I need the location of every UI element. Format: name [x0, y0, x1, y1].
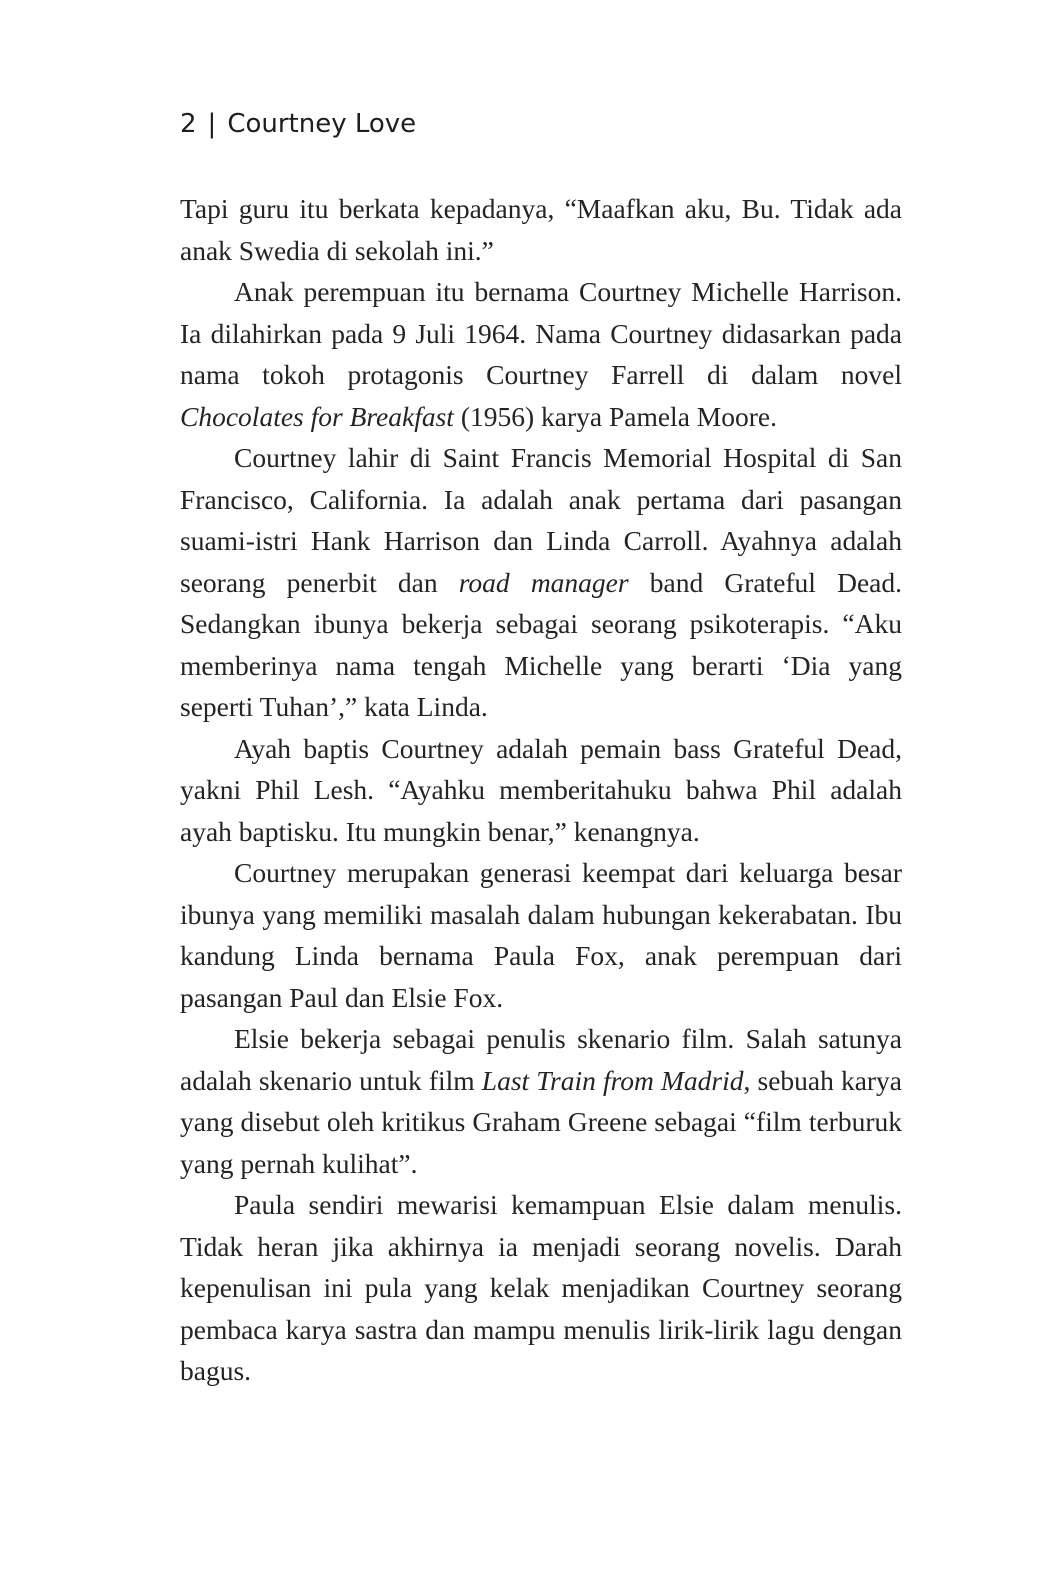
text-segment: Elsie bekerja sebagai penulis skenario film. Salah satunya adalah skenario untuk film [180, 1023, 902, 1096]
paragraph [180, 728, 902, 853]
paragraph [180, 271, 902, 437]
book-title-italic: Chocolates for Breakfast [180, 400, 454, 432]
text-segment: Courtney lahir di Saint Francis Memorial Hospital di San Francisco, California. Ia adalah anak pertama dari pasangan suami-istri Hank Harrison dan Linda Carroll. Ayahnya adalah seorang penerbit dan [180, 442, 902, 598]
italic-term: road manager [458, 566, 629, 598]
film-title-italic: Last Train from Madrid [481, 1064, 744, 1096]
body-text [180, 188, 902, 1392]
paragraph [180, 1018, 902, 1184]
text-segment: , sebuah karya yang disebut oleh kritikus Graham Greene sebagai “film terburuk yang pernah kulihat”. [180, 1064, 903, 1179]
running-header [180, 104, 416, 144]
text-segment: Courtney merupakan generasi keempat dari keluarga besar ibunya yang memiliki masalah dalam hubungan kekerabatan. Ibu kandung Linda bernama Paula Fox, anak perempuan dari pasangan Paul dan Elsie Fox. [180, 857, 902, 1013]
paragraph [180, 188, 902, 271]
header-separator: | [207, 109, 217, 139]
page-number: 2 [180, 109, 197, 139]
book-title: Courtney Love [227, 109, 417, 139]
text-segment: Paula sendiri mewarisi kemampuan Elsie dalam menulis. Tidak heran jika akhirnya ia menjadi seorang novelis. Darah kepenulisan ini pula yang kelak menjadikan Courtney seorang pembaca karya sastra dan mampu menulis lirik-lirik lagu dengan bagus. [180, 1189, 902, 1386]
text-segment: Anak perempuan itu bernama Courtney Michelle Harrison. Ia dilahirkan pada 9 Juli 1964. Nama Courtney didasarkan pada nama tokoh protagonis Courtney Farrell di dalam novel [180, 276, 902, 390]
text-segment: Tapi guru itu berkata kepadanya, “Maafkan aku, Bu. Tidak ada anak Swedia di sekolah ini.” [180, 193, 902, 266]
text-segment: (1956) karya Pamela Moore. [453, 400, 777, 432]
paragraph [180, 1184, 902, 1392]
text-segment: band Grateful Dead. Sedangkan ibunya bekerja sebagai seorang psikoterapis. “Aku memberinya nama tengah Michelle yang berarti ‘Dia yang seperti Tuhan’,” kata Linda. [180, 566, 902, 722]
text-segment: Ayah baptis Courtney adalah pemain bass Grateful Dead, yakni Phil Lesh. “Ayahku memberitahuku bahwa Phil adalah ayah baptisku. Itu mungkin benar,” kenangnya. [180, 732, 902, 847]
paragraph [180, 852, 902, 1018]
paragraph [180, 437, 902, 728]
